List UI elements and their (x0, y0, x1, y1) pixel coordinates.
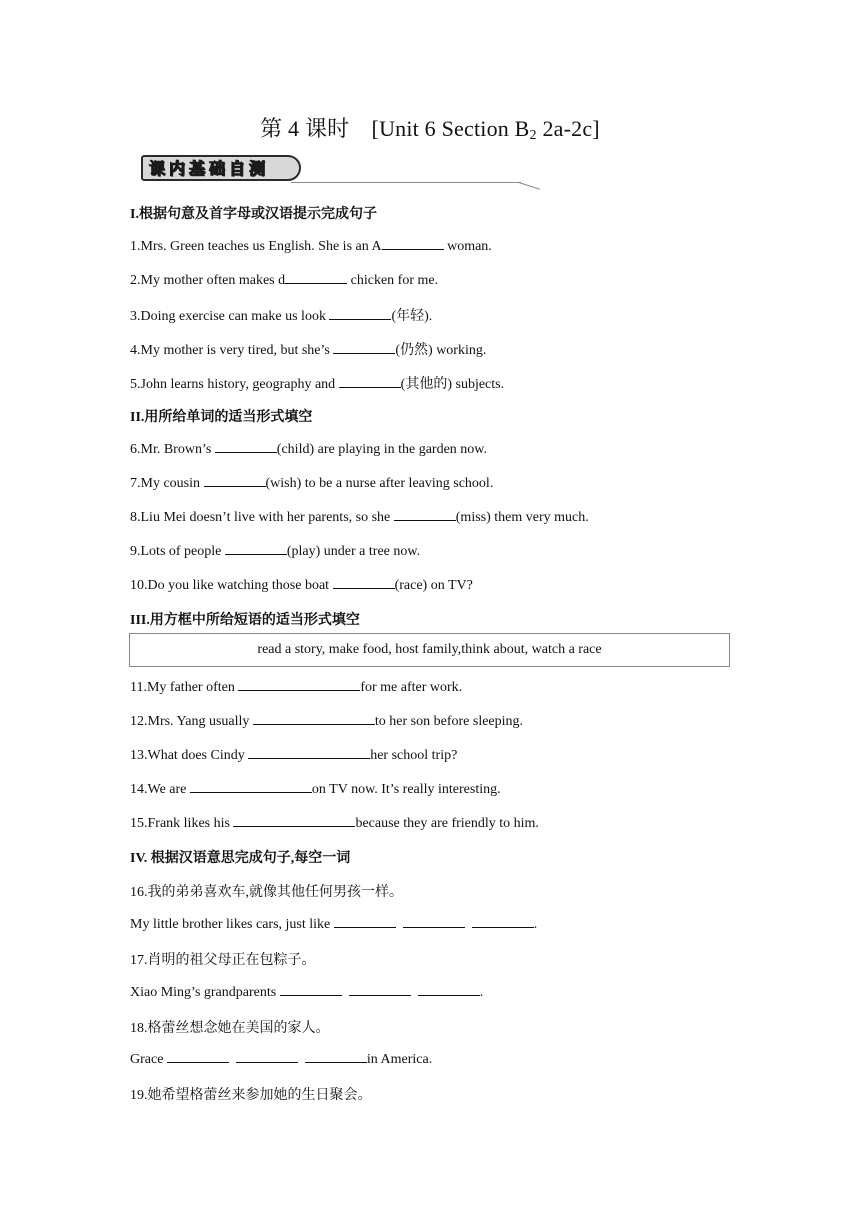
question-6: 6.Mr. Brown’s (child) are playing in the garden now. (130, 442, 487, 457)
answer-blank[interactable] (394, 508, 456, 521)
answer-blank[interactable] (329, 307, 391, 320)
answer-blank[interactable] (225, 542, 287, 555)
phrase-box-text: read a story, make food, host family,think about, watch a race (257, 642, 602, 657)
question-11: 11.My father often for me after work. (130, 680, 463, 695)
answer-blank[interactable] (248, 746, 370, 759)
section-4-heading: IV. 根据汉语意思完成句子,每空一词 (130, 851, 351, 866)
banner-rule (291, 182, 521, 183)
answer-blank[interactable] (167, 1050, 229, 1063)
phrase-box (129, 633, 730, 667)
question-8: 8.Liu Mei doesn’t live with her parents, so she (miss) them very much. (130, 510, 589, 525)
answer-blank[interactable] (382, 237, 444, 250)
question-14: 14.We are on TV now. It’s really interesting. (130, 782, 501, 797)
answer-blank[interactable] (215, 440, 277, 453)
answer-blank[interactable] (253, 712, 375, 725)
question-17: Xiao Ming’s grandparents . (130, 985, 484, 1000)
answer-blank[interactable] (280, 983, 342, 996)
question-9: 9.Lots of people (play) under a tree now. (130, 544, 421, 559)
question-7: 7.My cousin (wish) to be a nurse after leaving school. (130, 476, 494, 491)
question-18-chinese: 18.格蕾丝想念她在美国的家人。 (130, 1021, 330, 1036)
answer-blank[interactable] (190, 780, 312, 793)
answer-blank[interactable] (339, 375, 401, 388)
banner-label: 课内基础自测 (149, 159, 270, 178)
section-3-heading: III.用方框中所给短语的适当形式填空 (130, 613, 360, 628)
answer-blank[interactable] (472, 915, 534, 928)
answer-blank[interactable] (349, 983, 411, 996)
question-12: 12.Mrs. Yang usually to her son before sleeping. (130, 714, 524, 729)
question-5: 5.John learns history, geography and (其他的) subjects. (130, 377, 505, 392)
answer-blank[interactable] (285, 271, 347, 284)
answer-blank[interactable] (418, 983, 480, 996)
answer-blank[interactable] (238, 678, 360, 691)
question-2: 2.My mother often makes d chicken for me. (130, 273, 439, 288)
section-1-heading: I.根据句意及首字母或汉语提示完成句子 (130, 207, 377, 222)
question-3: 3.Doing exercise can make us look (年轻). (130, 309, 433, 324)
answer-blank[interactable] (204, 474, 266, 487)
banner-rule-tail (519, 182, 540, 190)
question-13: 13.What does Cindy her school trip? (130, 748, 458, 763)
answer-blank[interactable] (305, 1050, 367, 1063)
question-16: My little brother likes cars, just like . (130, 917, 538, 932)
section-2-heading: II.用所给单词的适当形式填空 (130, 410, 313, 425)
question-18: Grace in America. (130, 1052, 433, 1067)
answer-blank[interactable] (233, 814, 355, 827)
answer-blank[interactable] (334, 915, 396, 928)
answer-blank[interactable] (333, 341, 395, 354)
title-subscript: 2 (529, 128, 537, 143)
question-16-chinese: 16.我的弟弟喜欢车,就像其他任何男孩一样。 (130, 885, 403, 900)
section-banner (141, 153, 541, 189)
answer-blank[interactable] (333, 576, 395, 589)
answer-blank[interactable] (403, 915, 465, 928)
question-10: 10.Do you like watching those boat (race) on TV? (130, 578, 473, 593)
answer-blank[interactable] (236, 1050, 298, 1063)
question-19-chinese: 19.她希望格蕾丝来参加她的生日聚会。 (130, 1088, 372, 1103)
question-15: 15.Frank likes his because they are friendly to him. (130, 816, 539, 831)
question-4: 4.My mother is very tired, but she’s (仍然) working. (130, 343, 487, 358)
question-17-chinese: 17.肖明的祖父母正在包粽子。 (130, 953, 316, 968)
question-1: 1.Mrs. Green teaches us English. She is an A woman. (130, 239, 492, 254)
page-title: 第 4 课时 [Unit 6 Section $B_2$ 2a-2c] (260, 116, 600, 143)
